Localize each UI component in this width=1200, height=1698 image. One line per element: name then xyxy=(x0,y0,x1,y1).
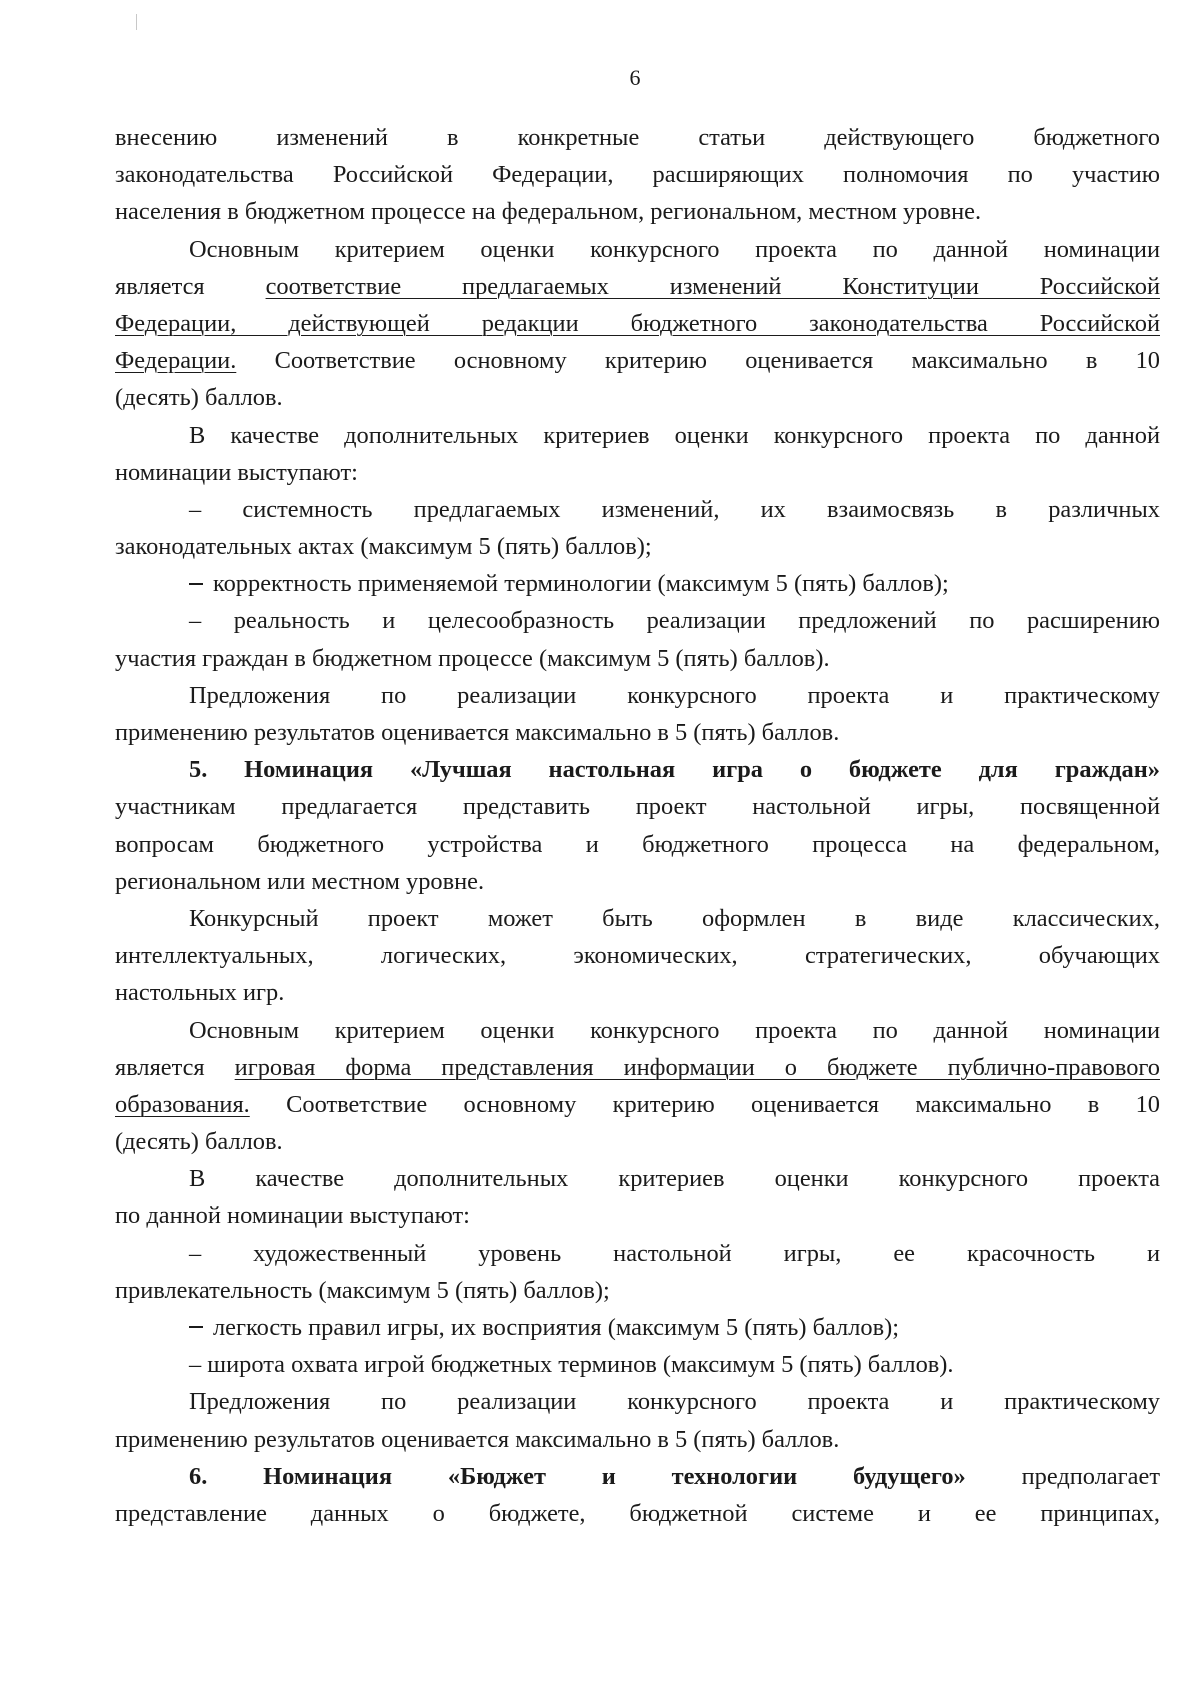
text-line: законодательных актах (максимум 5 (пять) баллов); xyxy=(115,533,652,561)
text-line: В качестве дополнительных критериев оценки конкурсного проекта xyxy=(189,1165,1160,1193)
text-fragment: является xyxy=(115,1053,205,1081)
underlined-criterion: Федерации. xyxy=(115,347,237,375)
text-line xyxy=(115,1458,1160,1495)
text-line: Предложения по реализации конкурсного проекта и практическому xyxy=(189,1388,1160,1416)
text-fragment: является xyxy=(115,272,205,300)
text-line: привлекательность (максимум 5 (пять) баллов); xyxy=(115,1276,610,1304)
page-number: 6 xyxy=(629,65,641,90)
underlined-criterion: соответствие предлагаемых изменений Конституции Российской xyxy=(265,272,1160,300)
dash-bullet-icon xyxy=(189,583,203,585)
underlined-criterion: игровая форма представления информации о бюджете публично-правового xyxy=(234,1053,1160,1081)
text-fragment: Соответствие основному критерию оценивается максимально в 10 xyxy=(274,347,1160,375)
text-line: Конкурсный проект может быть оформлен в виде классических, xyxy=(189,904,1160,932)
text-fragment: Соответствие основному критерию оценивается максимально в 10 xyxy=(286,1090,1160,1118)
text-line: региональном или местном уровне. xyxy=(115,867,485,895)
text-line: законодательства Российской Федерации, расширяющих полномочия по участию xyxy=(115,161,1160,189)
list-item-text: – системность предлагаемых изменений, их взаимосвязь в различных xyxy=(189,495,1160,523)
text-line: Предложения по реализации конкурсного проекта и практическому xyxy=(189,681,1160,709)
text-line: номинации выступают: xyxy=(115,458,358,486)
dash-bullet-icon xyxy=(189,1326,203,1328)
scan-artifact xyxy=(136,14,137,30)
underlined-criterion: образования. xyxy=(115,1090,250,1118)
list-item-text xyxy=(115,1309,1160,1346)
text-line xyxy=(115,1086,1160,1123)
text-fragment: предполагает xyxy=(1021,1462,1160,1490)
list-item-text: – широта охвата игрой бюджетных терминов (максимум 5 (пять) баллов). xyxy=(189,1351,954,1379)
text-line: участия граждан в бюджетном процессе (максимум 5 (пять) баллов). xyxy=(115,644,830,672)
text-line: Основным критерием оценки конкурсного проекта по данной номинации xyxy=(189,1016,1160,1044)
section-heading: 6. Номинация «Бюджет и технологии будущего» xyxy=(189,1462,966,1490)
text-line xyxy=(115,268,1160,305)
text-line: применению результатов оценивается максимально в 5 (пять) баллов. xyxy=(115,1425,840,1453)
text-line xyxy=(115,1049,1160,1086)
list-item-text xyxy=(115,565,1160,602)
list-item-text: – реальность и целесообразность реализации предложений по расширению xyxy=(189,607,1160,635)
text-line: (десять) баллов. xyxy=(115,1128,283,1156)
text-line: Основным критерием оценки конкурсного проекта по данной номинации xyxy=(189,235,1160,263)
text-line: (десять) баллов. xyxy=(115,384,283,412)
underlined-criterion: Федерации, действующей редакции бюджетного законодательства Российской xyxy=(115,309,1160,337)
text-line: интеллектуальных, логических, экономических, стратегических, обучающих xyxy=(115,942,1160,970)
text-fragment: корректность применяемой терминологии (максимум 5 (пять) баллов); xyxy=(213,570,949,598)
text-line: участникам предлагается представить проект настольной игры, посвященной xyxy=(115,793,1160,821)
document-body xyxy=(115,119,1160,1532)
text-line: представление данных о бюджете, бюджетной системе и ее принципах, xyxy=(115,1499,1160,1527)
text-line: внесению изменений в конкретные статьи действующего бюджетного xyxy=(115,124,1160,151)
text-line xyxy=(115,342,1160,379)
text-line: применению результатов оценивается максимально в 5 (пять) баллов. xyxy=(115,719,840,746)
text-line: по данной номинации выступают: xyxy=(115,1202,470,1230)
section-heading: 5. Номинация «Лучшая настольная игра о бюджете для граждан» xyxy=(189,756,1160,784)
text-line: вопросам бюджетного устройства и бюджетного процесса на федеральном, xyxy=(115,830,1160,858)
text-fragment: легкость правил игры, их восприятия (максимум 5 (пять) баллов); xyxy=(213,1314,900,1341)
text-line: настольных игр. xyxy=(115,979,285,1007)
text-line: населения в бюджетном процессе на федеральном, региональном, местном уровне. xyxy=(115,198,982,226)
text-line: В качестве дополнительных критериев оценки конкурсного проекта по данной xyxy=(189,421,1160,449)
list-item-text: – художественный уровень настольной игры, ее красочность и xyxy=(189,1239,1160,1267)
